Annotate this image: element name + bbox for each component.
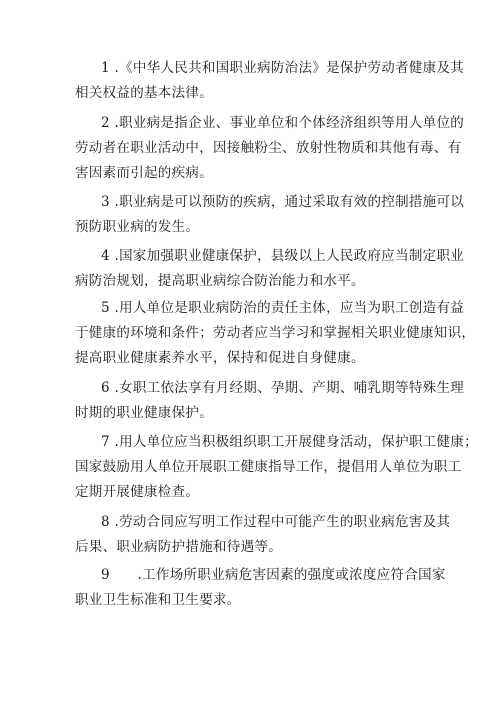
clause-9: [75, 563, 446, 613]
clause-line: 时期的职业健康保护。: [75, 405, 213, 421]
clause-2: [75, 111, 465, 186]
clause-line: 5 .用人单位是职业病防治的责任主体，应当为职工创造有益: [101, 300, 465, 316]
clause-6: [75, 376, 465, 426]
clause-4: [75, 244, 465, 294]
clause-line: 提高职业健康素养水平，保持和促进自身健康。: [75, 350, 365, 366]
clause-line: 职业卫生标准和卫生要求。: [75, 592, 241, 608]
clause-line: 7 .用人单位应当积极组织职工开展健身活动，保护职工健康；: [101, 434, 478, 450]
clause-line: 6 .女职工依法享有月经期、孕期、产期、哺乳期等特殊生理: [101, 380, 465, 396]
clause-line: 8 .劳动合同应写明工作过程中可能产生的职业病危害及其: [101, 514, 451, 530]
clause-line: 9 .工作场所职业病危害因素的强度或浓度应符合国家: [101, 567, 446, 583]
clause-line: 预防职业病的发生。: [75, 219, 200, 235]
clause-line: 1 .《中华人民共和国职业病防治法》是保护劳动者健康及其: [101, 60, 465, 76]
clause-line: 于健康的环境和条件；劳动者应当学习和掌握相关职业健康知识，: [75, 325, 476, 341]
clause-3: [75, 190, 465, 240]
clause-line: 2 .职业病是指企业、事业单位和个体经济组织等用人单位的: [101, 115, 465, 131]
clause-line: 害因素而引起的疾病。: [75, 165, 213, 181]
clause-7: [75, 430, 478, 505]
clause-line: 相关权益的基本法律。: [75, 85, 213, 101]
clause-1: [75, 56, 465, 106]
clause-line: 后果、职业病防护措施和待遇等。: [75, 539, 282, 555]
clause-line: 4 .国家加强职业健康保护，县级以上人民政府应当制定职业: [101, 248, 465, 264]
clause-line: 3 .职业病是可以预防的疾病，通过采取有效的控制措施可以: [101, 194, 465, 210]
clause-line: 定期开展健康检查。: [75, 484, 200, 500]
clause-8: [75, 510, 451, 560]
clause-line: 国家鼓励用人单位开展职工健康指导工作，提倡用人单位为职工: [75, 459, 462, 475]
clause-5: [75, 296, 476, 371]
clause-line: 病防治规划，提高职业病综合防治能力和水平。: [75, 273, 365, 289]
clause-line: 劳动者在职业活动中，因接触粉尘、放射性物质和其他有毒、有: [75, 140, 462, 156]
